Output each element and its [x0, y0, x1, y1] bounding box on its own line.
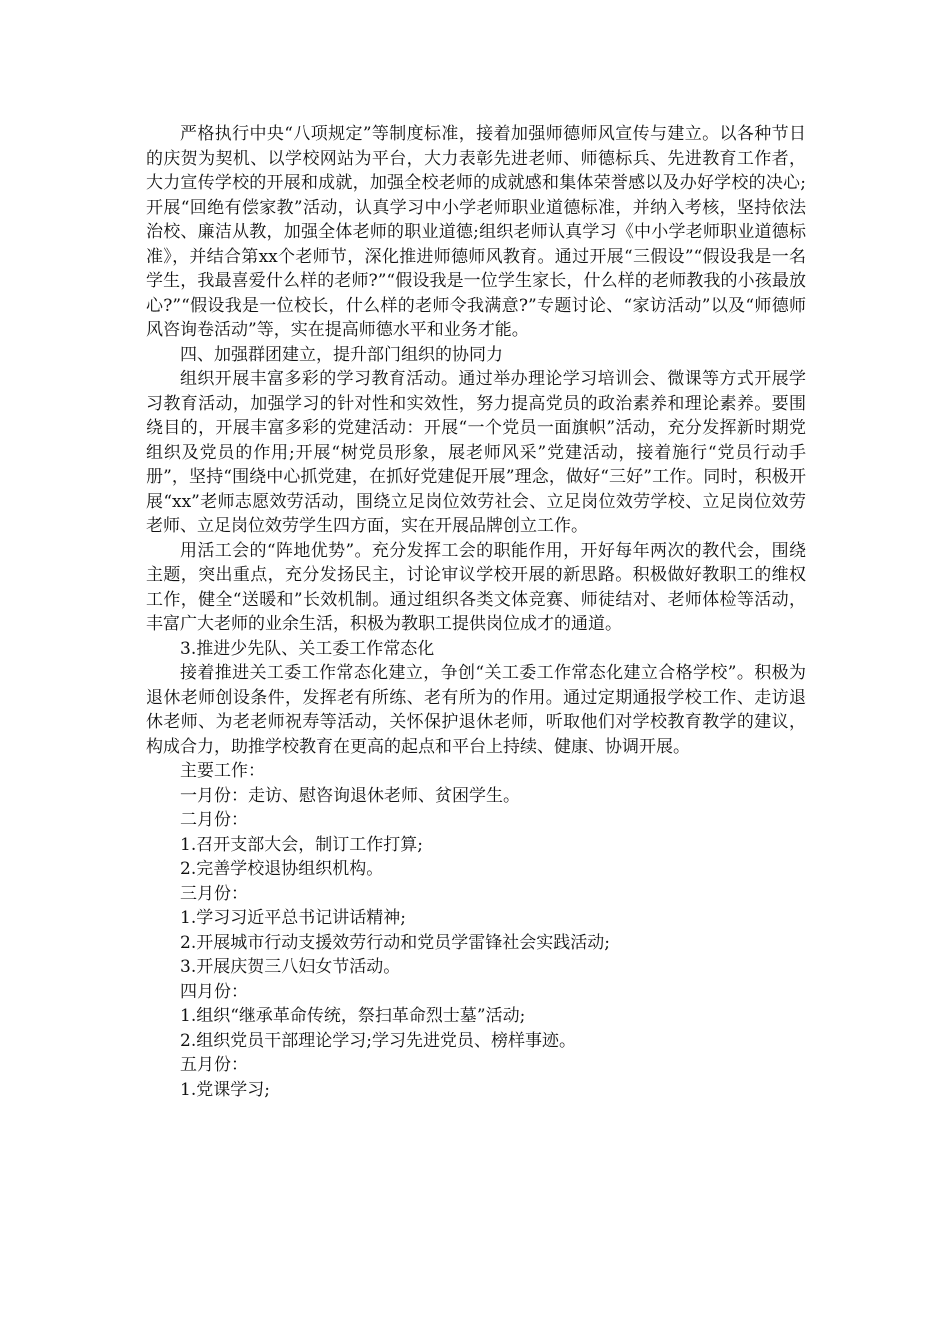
month-heading: 三月份： — [180, 883, 248, 904]
list-item: 1.召开支部大会，制订工作打算; — [180, 834, 423, 855]
list-item: 1.党课学习; — [180, 1079, 270, 1100]
paragraph-retirees: 接着推进关工委工作常态化建立，争创“关工委工作常态化建立合格学校”。积极为退休老师创设条件，发挥老有所练、老有所为的作用。通过定期通报学校工作、走访退休老师、为老老师祝寿等活动，关怀保护退休老师，听取他们对学校教育教学的建议，构成合力，助推学校教育在更高的起点和平台上持续、健康、协调开展。 — [146, 663, 806, 757]
section-heading-groups: 四、加强群团建立，提升部门组织的协同力 — [180, 344, 503, 365]
month-heading: 五月份： — [180, 1055, 248, 1075]
paragraph-study-activities: 组织开展丰富多彩的学习教育活动。通过举办理论学习培训会、微课等方式开展学习教育活动，加强学习的针对性和实效性，努力提高党员的政治素养和理论素养。要围绕目的，开展丰富多彩的党建活动：开展“一个党员一面旗帜”活动，充分发挥新时期党组织及党员的作用;开展“树党员形象，展老师风采”党建活动，接着施行“党员行动手册”，坚持“围绕中心抓党建，在抓好党建促开展”理念，做好“三好”工作。同时，积极开展“xx”老师志愿效劳活动，围绕立足岗位效劳社会、立足岗位效劳学校、立足岗位效劳老师、立足岗位效劳学生四方面，实在开展品牌创立工作。 — [146, 369, 806, 536]
month-heading: 二月份： — [180, 810, 248, 830]
list-item: 2.开展城市行动支援效劳行动和党员学雷锋社会实践活动; — [180, 932, 610, 953]
main-work-heading: 主要工作： — [180, 761, 265, 781]
month-heading: 四月份： — [180, 981, 248, 1002]
list-item: 1.学习习近平总书记讲话精神; — [180, 908, 406, 928]
document-body — [146, 122, 806, 1102]
list-item: 2.完善学校退协组织机构。 — [180, 859, 384, 879]
list-item: 一月份：走访、慰咨询退休老师、贫困学生。 — [180, 785, 520, 806]
list-item: 1.组织“继承革命传统，祭扫革命烈士墓”活动; — [180, 1006, 526, 1026]
paragraph-ethics: 严格执行中央“八项规定”等制度标准，接着加强师德师风宣传与建立。以各种节日的庆贺为契机、以学校网站为平台，大力表彰先进老师、师德标兵、先进教育工作者，大力宣传学校的开展和成就，加强全校老师的成就感和集体荣誉感以及办好学校的决心;开展“回绝有偿家教”活动，认真学习中小学老师职业道德标准，并纳入考核，坚持依法治校、廉洁从教，加强全体老师的职业道德;组织老师认真学习《中小学老师职业道德标准》，并结合第xx个老师节，深化推进师德师风教育。通过开展“三假设”“假设我是一名学生，我最喜爱什么样的老师?”“假设我是一位学生家长，什么样的老师教我的小孩最放心?”“假设我是一位校长，什么样的老师令我满意?”专题讨论、“家访活动”以及“师德师风咨询卷活动”等，实在提高师德水平和业务才能。 — [146, 124, 806, 340]
section-heading-youth: 3.推进少先队、关工委工作常态化 — [180, 638, 435, 659]
list-item: 2.组织党员干部理论学习;学习先进党员、榜样事迹。 — [180, 1030, 576, 1051]
list-item: 3.开展庆贺三八妇女节活动。 — [180, 957, 401, 977]
paragraph-union: 用活工会的“阵地优势”。充分发挥工会的职能作用，开好每年两次的教代会，围绕主题，突出重点，充分发扬民主，讨论审议学校开展的新思路。积极做好教职工的维权工作，健全“送暖和”长效机制。通过组织各类文体竞赛、师徒结对、老师体检等活动，丰富广大老师的业余生活，积极为教职工提供岗位成才的通道。 — [146, 540, 806, 634]
